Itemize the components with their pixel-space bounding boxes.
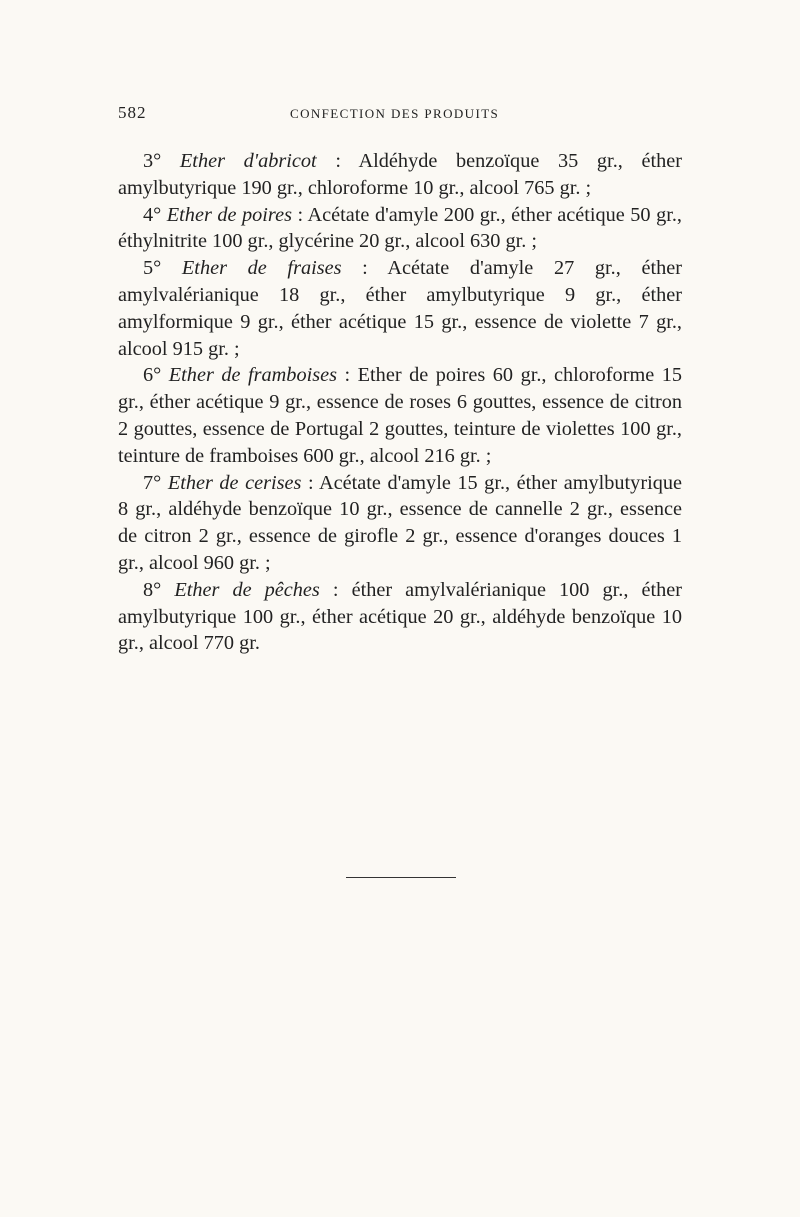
entry-text: : Acétate d'amyle 27 gr., éther amylvalérianique 18 gr., éther amylbutyrique 9 gr., éther amylformique 9 gr., éther acétique 15 gr., essence de violette 7 gr., alcool 915 gr. ;: [118, 257, 682, 360]
recipe-entry-apricot: [118, 148, 682, 202]
entry-number: 5°: [143, 257, 162, 280]
entry-title: Ether d'abricot: [179, 150, 317, 172]
recipe-entry-cherries: [118, 470, 682, 577]
page-number: 582: [118, 103, 147, 122]
entry-title: Ether de framboises: [168, 364, 338, 387]
entry-title: Ether de pêches: [174, 578, 320, 601]
running-title: CONFECTION DES PRODUITS: [290, 106, 500, 121]
section-end-rule: [346, 877, 456, 878]
recipe-entry-raspberries: [118, 362, 682, 469]
page-header: [118, 103, 682, 127]
entry-title: Ether de cerises: [167, 471, 302, 494]
recipe-entry-pears: [118, 202, 682, 256]
recipe-entry-strawberries: [118, 255, 682, 362]
entry-number: 6°: [143, 364, 162, 387]
recipe-list: [118, 148, 682, 657]
entry-text: : éther amylvalérianique 100 gr., éther amylbutyrique 100 gr., éther acétique 20 gr., aldéhyde benzoïque 10 gr., alcool 770 gr.: [118, 578, 682, 655]
entry-number: 3°: [143, 150, 162, 172]
entry-number: 4°: [143, 203, 162, 226]
entry-number: 7°: [143, 471, 162, 494]
entry-text: : Acétate d'amyle 200 gr., éther acétique 50 gr., éthylnitrite 100 gr., glycérine 20 gr., alcool 630 gr. ;: [118, 203, 682, 253]
entry-title: Ether de poires: [166, 203, 292, 226]
recipe-entry-peaches: [118, 577, 682, 657]
entry-text: : Aldéhyde benzoïque 35 gr., éther amylbutyrique 190 gr., chloroforme 10 gr., alcool 765 gr. ;: [118, 150, 683, 199]
entry-text: : Acétate d'amyle 15 gr., éther amylbutyrique 8 gr., aldéhyde benzoïque 10 gr., essence de cannelle 2 gr., essence de citron 2 gr., essence de girofle 2 gr., essence d'oranges douces 1 gr., alcool 960 gr. ;: [118, 471, 682, 574]
entry-number: 8°: [143, 578, 162, 601]
entry-title: Ether de fraises: [181, 257, 342, 280]
entry-text: : Ether de poires 60 gr., chloroforme 15 gr., éther acétique 9 gr., essence de roses 6 gouttes, essence de citron 2 gouttes, essence de Portugal 2 gouttes, teinture de violettes 100 gr., teinture de framboises 600 gr., alcool 216 gr. ;: [118, 364, 683, 467]
